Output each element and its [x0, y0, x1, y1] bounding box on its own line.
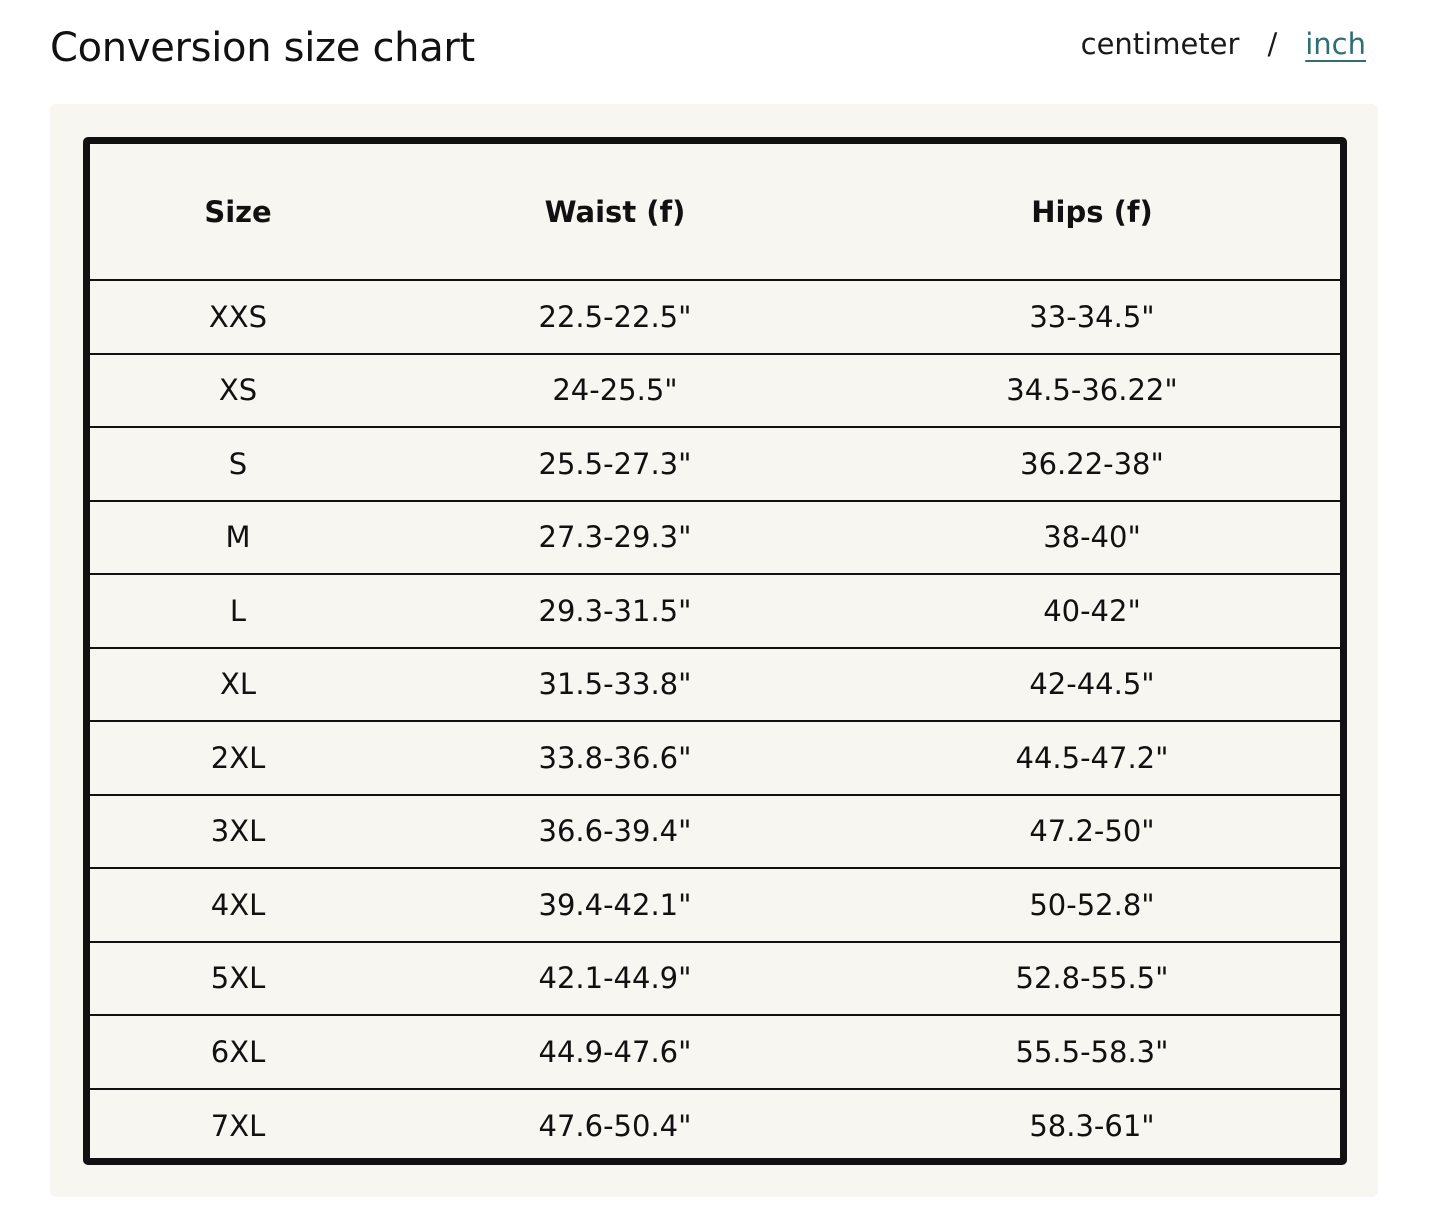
- waist-cell: 27.3-29.3": [538, 520, 692, 555]
- waist-cell: 39.4-42.1": [538, 887, 692, 922]
- hips-cell: 33-34.5": [1029, 299, 1155, 334]
- table-header-row: [90, 144, 1340, 281]
- waist-cell: 29.3-31.5": [538, 593, 692, 628]
- table-row: [90, 796, 1340, 870]
- size-cell: 2XL: [210, 740, 266, 775]
- size-cell: 3XL: [210, 814, 266, 849]
- table-row: [90, 502, 1340, 576]
- hips-cell: 36.22-38": [1020, 446, 1164, 481]
- unit-option-centimeter[interactable]: centimeter: [1080, 27, 1240, 61]
- hips-cell: 38-40": [1043, 520, 1141, 555]
- hips-cell: 44.5-47.2": [1015, 740, 1169, 775]
- waist-cell: 47.6-50.4": [538, 1109, 692, 1144]
- hips-cell: 40-42": [1043, 593, 1141, 628]
- hips-cell: 42-44.5": [1029, 667, 1155, 702]
- table-row: [90, 1016, 1340, 1090]
- table-row: [90, 649, 1340, 723]
- waist-cell: 31.5-33.8": [538, 667, 692, 702]
- size-chart-panel: [50, 104, 1378, 1197]
- waist-cell: 24-25.5": [552, 373, 678, 408]
- hips-cell: 34.5-36.22": [1006, 373, 1178, 408]
- table-row: [90, 355, 1340, 429]
- page-title: Conversion size chart: [50, 25, 475, 71]
- unit-separator: /: [1267, 27, 1278, 61]
- size-cell: XXS: [208, 299, 268, 334]
- table-row: [90, 869, 1340, 943]
- waist-cell: 25.5-27.3": [538, 446, 692, 481]
- hips-cell: 50-52.8": [1029, 887, 1155, 922]
- table-row: [90, 943, 1340, 1017]
- hips-cell: 52.8-55.5": [1015, 961, 1169, 996]
- unit-option-inch[interactable]: inch: [1305, 27, 1366, 61]
- hips-cell: 47.2-50": [1029, 814, 1155, 849]
- table-row: [90, 575, 1340, 649]
- size-cell: 6XL: [210, 1034, 266, 1069]
- table-row: [90, 722, 1340, 796]
- waist-cell: 42.1-44.9": [538, 961, 692, 996]
- waist-cell: 36.6-39.4": [538, 814, 692, 849]
- waist-cell: 33.8-36.6": [538, 740, 692, 775]
- waist-cell: 22.5-22.5": [538, 299, 692, 334]
- size-cell: 7XL: [210, 1109, 266, 1144]
- hips-cell: 55.5-58.3": [1015, 1034, 1169, 1069]
- header-hips: Hips (f): [1031, 194, 1153, 229]
- table-row: [90, 1090, 1340, 1164]
- size-cell: S: [228, 446, 248, 481]
- header-size: Size: [204, 194, 272, 229]
- size-cell: M: [225, 520, 251, 555]
- table-row: [90, 281, 1340, 355]
- size-cell: XL: [219, 667, 257, 702]
- size-cell: L: [229, 593, 247, 628]
- size-cell: XS: [218, 373, 258, 408]
- hips-cell: 58.3-61": [1029, 1109, 1155, 1144]
- table-row: [90, 428, 1340, 502]
- waist-cell: 44.9-47.6": [538, 1034, 692, 1069]
- size-table: [83, 137, 1347, 1165]
- unit-switch: [1081, 22, 1366, 66]
- size-cell: 5XL: [210, 961, 266, 996]
- size-cell: 4XL: [210, 887, 266, 922]
- header-waist: Waist (f): [544, 194, 686, 229]
